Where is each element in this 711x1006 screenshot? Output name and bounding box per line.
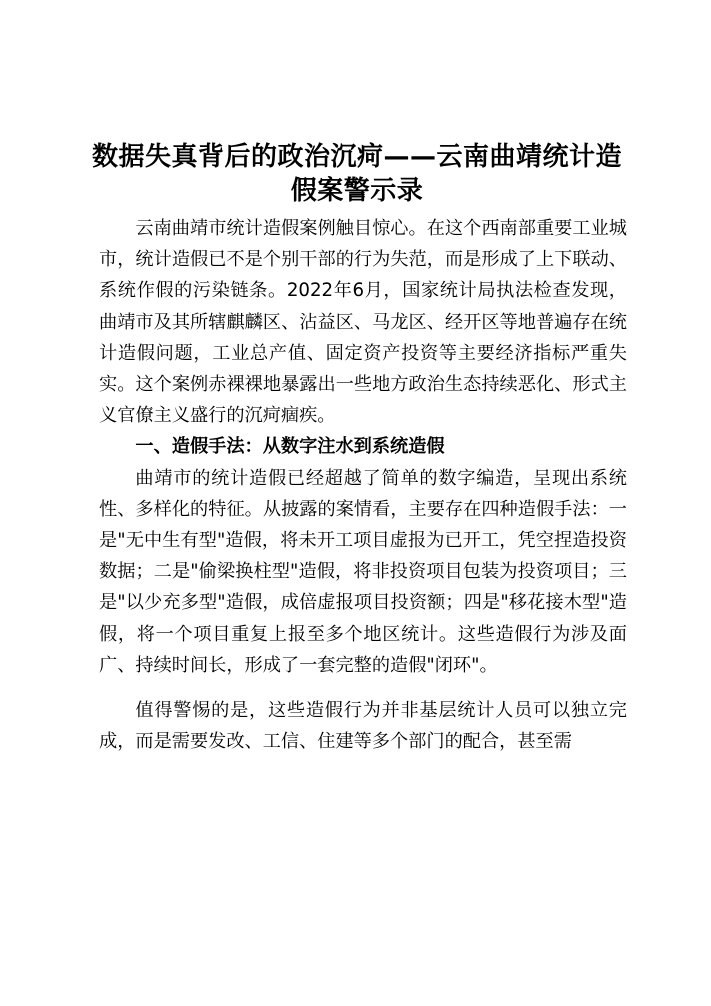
paragraph-warning: 值得警惕的是，这些造假行为并非基层统计人员可以独立完成，而是需要发改、工信、住建等多个部门的配合，甚至需 (99, 700, 627, 753)
document-body (99, 213, 627, 757)
paragraph-methods: 曲靖市的统计造假已经超越了简单的数字编造，呈现出系统性、多样化的特征。从披露的案情看，主要存在四种造假手法：一是"无中生有型"造假，将未开工项目虚报为已开工，凭空捏造投资数据；二是"偷梁换柱型"造假，将非投资项目包装为投资项目；三是"以少充多型"造假，成倍虚报项目投资额；四是"移花接木型"造假，将一个项目重复上报至多个地区统计。这些造假行为涉及面广、持续时间长，形成了一套完整的造假"闭环"。 (99, 467, 627, 676)
document-title: 数据失真背后的政治沉疴——云南曲靖统计造假案警示录 (92, 142, 623, 206)
section-heading: 一、造假手法：从数字注水到系统造假 (135, 436, 445, 458)
paragraph-intro: 云南曲靖市统计造假案例触目惊心。在这个西南部重要工业城市，统计造假已不是个别干部的行为失范，而是形成了上下联动、系统作假的污染链条。2022年6月，国家统计局执法检查发现，曲靖市及其所辖麒麟区、沾益区、马龙区、经开区等地普遍存在统计造假问题，工业总产值、固定资产投资等主要经济指标严重失实。这个案例赤裸裸地暴露出一些地方政治生态持续恶化、形式主义官僚主义盛行的沉疴痼疾。 (99, 218, 627, 427)
